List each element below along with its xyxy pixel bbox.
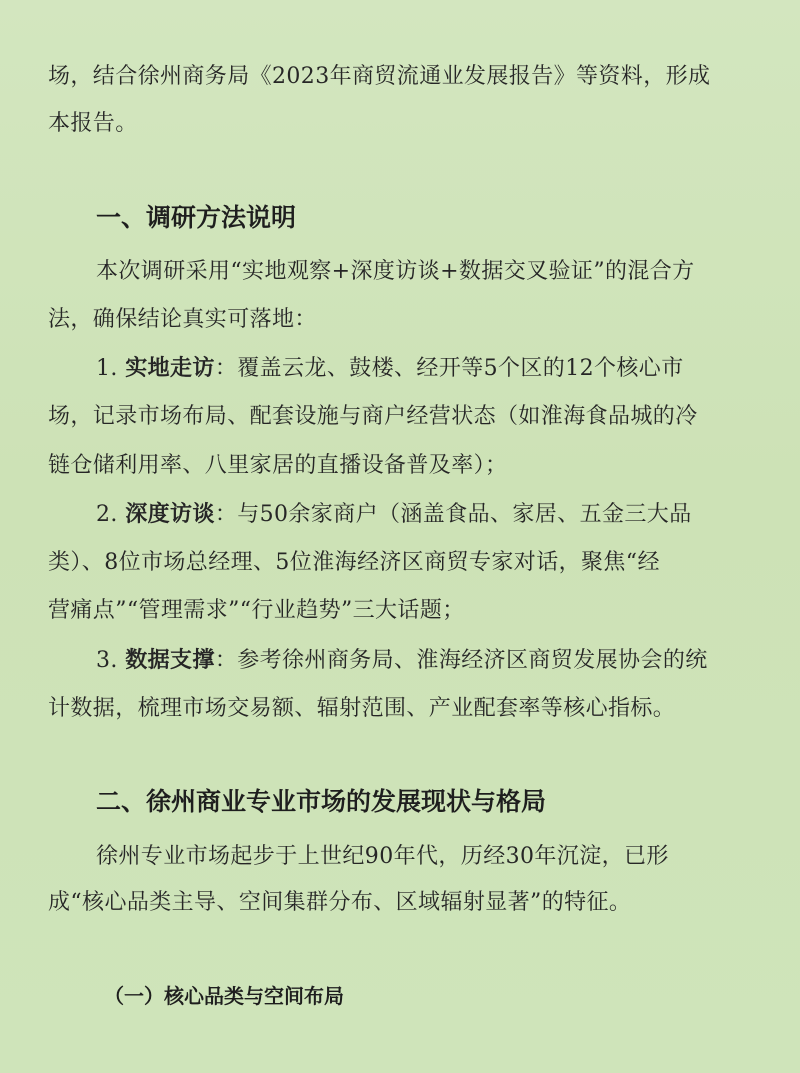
list-item-2-line-1 xyxy=(96,500,692,530)
list-item-3-text: ：参考徐州商务局、淮海经济区商贸发展协会的统 xyxy=(214,648,708,673)
subsection-1-heading: （一）核心品类与空间布局 xyxy=(104,984,344,1008)
list-item-3-label: 数据支撑 xyxy=(125,648,215,673)
section-1-paragraph-line-2: 法，确保结论真实可落地： xyxy=(48,307,317,332)
section-2-paragraph-line-2: 成“核心品类主导、空间集群分布、区域辐射显著”的特征。 xyxy=(48,890,632,915)
section-1-heading: 一、调研方法说明 xyxy=(96,203,297,232)
intro-line-2: 本报告。 xyxy=(48,111,138,136)
section-2-paragraph-line-1: 徐州专业市场起步于上世纪90年代，历经30年沉淀，已形 xyxy=(96,844,669,869)
list-item-1-line-2: 场，记录市场布局、配套设施与商户经营状态（如淮海食品城的冷 xyxy=(48,404,698,429)
list-item-2-line-3: 营痛点”“管理需求”“行业趋势”三大话题； xyxy=(48,598,465,623)
intro-line-1: 场，结合徐州商务局《2023年商贸流通业发展报告》等资料，形成 xyxy=(48,64,711,89)
list-item-2-text: ：与50余家商户（涵盖食品、家居、五金三大品 xyxy=(214,502,692,527)
list-item-1-number: 1. xyxy=(96,356,118,381)
list-item-1-line-1 xyxy=(96,354,684,384)
list-item-3-number: 3. xyxy=(96,648,118,673)
list-item-1-label: 实地走访 xyxy=(125,356,215,381)
list-item-3-line-2: 计数据，梳理市场交易额、辐射范围、产业配套率等核心指标。 xyxy=(48,696,676,721)
list-item-1-line-3: 链仓储利用率、八里家居的直播设备普及率）； xyxy=(48,453,508,478)
list-item-2-line-2: 类）、8位市场总经理、5位淮海经济区商贸专家对话，聚焦“经 xyxy=(48,550,660,575)
list-item-3-line-1 xyxy=(96,646,708,676)
list-item-2-number: 2. xyxy=(96,502,118,527)
section-1-paragraph-line-1: 本次调研采用“实地观察+深度访谈+数据交叉验证”的混合方 xyxy=(96,259,695,284)
list-item-2-label: 深度访谈 xyxy=(125,502,215,527)
section-2-heading: 二、徐州商业专业市场的发展现状与格局 xyxy=(96,787,547,816)
list-item-1-text: ：覆盖云龙、鼓楼、经开等5个区的12个核心市 xyxy=(214,356,684,381)
